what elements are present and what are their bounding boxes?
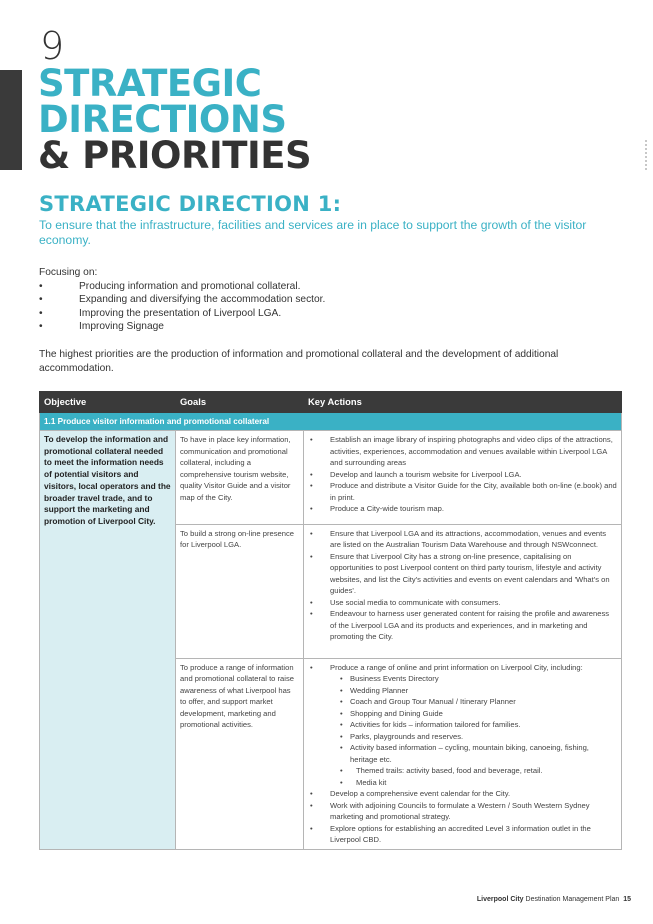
focus-intro: Focusing on: (39, 267, 98, 278)
page-footer (477, 896, 631, 903)
chapter-title-line1: STRATEGIC (38, 62, 262, 105)
actions-cell (304, 524, 622, 658)
action-item: • Develop a comprehensive event calendar for the City. (308, 788, 617, 800)
action-item (308, 662, 617, 789)
header-objective: Objective (40, 392, 176, 413)
focus-item: • Improving the presentation of Liverpool LGA. (39, 307, 599, 321)
action-item: • Ensure that Liverpool LGA and its attractions, accommodation, venues and events are listed on the Australian Tourism Data Warehouse and through NSWconnect. (308, 528, 617, 551)
header-key-actions: Key Actions (304, 392, 622, 413)
action-item: • Work with adjoining Councils to formulate a Western / South Western Sydney marketing and promotional strategy. (308, 800, 617, 823)
header-goals: Goals (176, 392, 304, 413)
action-item: • Explore options for establishing an accredited Level 3 information outlet in the Liverpool CBD. (308, 823, 617, 846)
sub-item: • Coach and Group Tour Manual / Itinerary Planner (330, 696, 617, 708)
focus-section (39, 266, 599, 334)
action-intro: Produce a range of online and print information on Liverpool City, including: (330, 662, 583, 672)
priority-paragraph: The highest priorities are the production of information and promotional collateral and the development of additional accommodation. (39, 349, 559, 374)
footer-doc-title: Destination Management Plan (525, 896, 620, 903)
action-item: • Produce a City-wide tourism map. (308, 503, 617, 515)
focus-item: • Improving Signage (39, 320, 599, 334)
strategic-direction-subtitle: To ensure that the infrastructure, facilities and services are in place to support the growth of the visitor economy. (39, 218, 587, 247)
section-title: 1.1 Produce visitor information and promotional collateral (40, 412, 622, 431)
action-item: • Produce and distribute a Visitor Guide for the City, available both on-line (e.book) and in print. (308, 480, 617, 503)
action-item: • Develop and launch a tourism website for Liverpool LGA. (308, 469, 617, 481)
key-actions-table (39, 391, 622, 850)
goal-cell: To build a strong on-line presence for Liverpool LGA. (176, 524, 304, 658)
sub-item: • Media kit (330, 777, 617, 789)
focus-list (39, 280, 599, 334)
page-number: 15 (623, 896, 631, 903)
sub-item: • Business Events Directory (330, 673, 617, 685)
goal-cell: To produce a range of information and promotional collateral to raise awareness of what Liverpool has to offer, and support market development, marketing and promotional activities. (176, 658, 304, 849)
strategic-direction-heading: STRATEGIC DIRECTION 1: (39, 192, 342, 216)
footer-brand: Liverpool City (476, 896, 524, 903)
table-header-row (40, 392, 622, 413)
action-item: • Ensure that Liverpool City has a strong on-line presence, capitalising on opportunities to post Liverpool content on third party tourism, lifestyle and activity websites, and list the City's activities and events on event calendars and 'What's on guides'. (308, 551, 617, 597)
objective-cell: To develop the information and promotional collateral needed to meet the information needs of potential visitors and visitors, local operators and the broader travel trade, and to support the marketing and promotion of Liverpool City. (40, 431, 176, 850)
focus-item: • Expanding and diversifying the accommodation sector. (39, 293, 599, 307)
actions-cell (304, 431, 622, 525)
side-dotted-marker (645, 140, 651, 170)
action-item: • Establish an image library of inspiring photographs and video clips of the attractions, activities, experiences, accommodation and venues available within Liverpool LGA and surrounding areas (308, 434, 617, 469)
chapter-number: 9 (40, 24, 65, 68)
section-row (40, 412, 622, 431)
action-item: • Endeavour to harness user generated content for raising the profile and awareness of the Liverpool LGA and its products and experiences, and in marketing and promoting the City. (308, 608, 617, 643)
table-row (40, 431, 622, 525)
chapter-title-line2: DIRECTIONS (38, 98, 287, 141)
sub-item: • Parks, playgrounds and reserves. (330, 731, 617, 743)
sub-item: • Shopping and Dining Guide (330, 708, 617, 720)
sub-item: • Themed trails: activity based, food and beverage, retail. (330, 765, 617, 777)
chapter-title (38, 62, 312, 177)
sub-item: • Wedding Planner (330, 685, 617, 697)
focus-item: • Producing information and promotional collateral. (39, 280, 599, 294)
actions-cell (304, 658, 622, 849)
side-tab-marker (0, 70, 22, 170)
sub-list (330, 673, 617, 788)
goal-cell: To have in place key information, communication and promotional collateral, including a comprehensive tourism website, quality Visitor Guide and a visitor map of the City. (176, 431, 304, 525)
chapter-title-line3: & PRIORITIES (38, 134, 312, 177)
action-item: • Use social media to communicate with consumers. (308, 597, 617, 609)
sub-item: • Activity based information – cycling, mountain biking, canoeing, fishing, heritage etc. (330, 742, 617, 765)
sub-item: • Activities for kids – information tailored for families. (330, 719, 617, 731)
